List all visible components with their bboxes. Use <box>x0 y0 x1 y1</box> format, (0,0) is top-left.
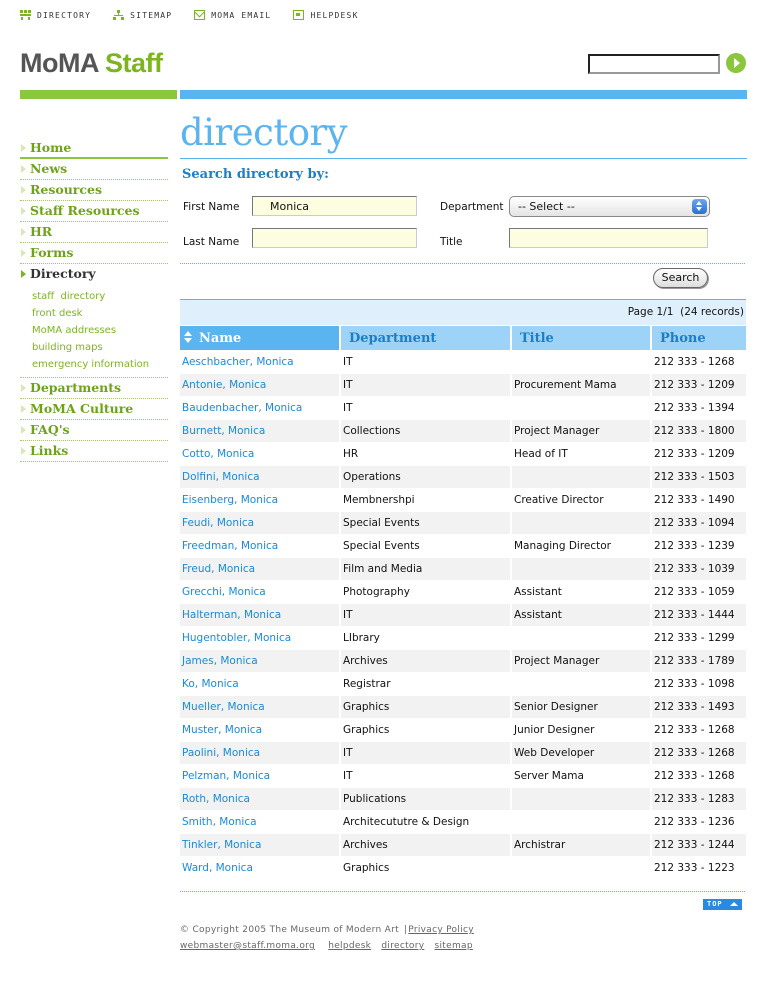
cell-department: Film and Media <box>341 558 510 580</box>
sidebar-item-staff-resources[interactable]: Staff Resources <box>20 201 168 222</box>
first-name-input[interactable] <box>252 196 417 216</box>
cell-title <box>512 673 650 695</box>
sidebar-item-faqs[interactable]: FAQ's <box>20 420 168 441</box>
page-info: Page 1/1 (24 records) <box>627 306 744 318</box>
sidebar-item-departments[interactable]: Departments <box>20 378 168 399</box>
cell-title <box>512 397 650 419</box>
cell-name[interactable]: Grecchi, Monica <box>182 586 266 598</box>
cell-department: Registrar <box>343 678 391 690</box>
cell-phone: 212 333 - 1493 <box>652 696 746 718</box>
cell-title: Creative Director <box>514 494 604 506</box>
table-row <box>180 535 746 557</box>
cell-name[interactable]: Hugentobler, Monica <box>182 632 292 644</box>
table-row <box>180 673 746 695</box>
cell-name[interactable]: Aeschbacher, Monica <box>182 356 294 368</box>
utility-helpdesk-label: HELPDESK <box>310 10 359 20</box>
cell-department: Special Events <box>343 540 420 552</box>
cell-phone: 212 333 - 1444 <box>652 604 746 626</box>
utility-nav <box>20 8 381 22</box>
utility-email-label: MOMA EMAIL <box>211 10 272 20</box>
cell-title <box>512 627 650 649</box>
header-search-go-button[interactable] <box>726 53 746 73</box>
cell-phone: 212 333 - 1299 <box>654 632 735 644</box>
table-row <box>180 466 746 488</box>
cell-name[interactable]: Eisenberg, Monica <box>182 494 278 506</box>
cell-name[interactable]: Baudenbacher, Monica <box>182 402 303 414</box>
cell-title: Web Developer <box>512 742 650 764</box>
cell-name[interactable]: Freud, Monica <box>180 558 339 580</box>
table-row <box>180 351 746 373</box>
submenu-staff-directory[interactable]: staff directory <box>32 291 106 302</box>
back-to-top-button[interactable]: TOP <box>703 899 742 910</box>
cell-name[interactable]: Muster, Monica <box>182 724 263 736</box>
cell-phone: 212 333 - 1490 <box>654 494 735 506</box>
logo-staff: Staff <box>105 48 163 78</box>
logo-moma: MoMA <box>20 48 98 78</box>
table-row <box>180 719 746 741</box>
utility-directory-link[interactable] <box>20 10 91 20</box>
table-row <box>180 857 746 879</box>
cell-department: Photography <box>343 586 410 598</box>
site-logo[interactable] <box>20 48 163 79</box>
cell-department: IT <box>341 742 510 764</box>
table-row <box>180 374 746 396</box>
cell-name[interactable]: James, Monica <box>180 650 339 672</box>
search-button[interactable]: Search <box>653 268 708 288</box>
table-row <box>180 604 746 626</box>
table-row <box>180 558 746 580</box>
cell-phone: 212 333 - 1800 <box>652 420 746 442</box>
table-bottom-divider <box>180 891 745 892</box>
cell-title: Project Manager <box>512 420 650 442</box>
directory-icon <box>20 10 31 20</box>
sidebar-item-resources[interactable]: Resources <box>20 180 168 201</box>
submenu-emergency-information[interactable]: emergency information <box>32 359 150 370</box>
cell-department: Architecututre & Design <box>343 816 470 828</box>
cell-phone: 212 333 - 1394 <box>654 402 735 414</box>
main-color-bar <box>180 90 747 99</box>
footer-directory-link[interactable]: directory <box>381 941 425 951</box>
sidebar-item-links[interactable]: Links <box>20 441 168 462</box>
cell-title <box>512 466 650 488</box>
cell-department: HR <box>343 448 359 460</box>
cell-department: Archives <box>341 650 510 672</box>
cell-department: IT <box>343 402 353 414</box>
directory-table <box>178 325 748 880</box>
cell-phone: 212 333 - 1503 <box>652 466 746 488</box>
cell-title: Head of IT <box>514 448 568 460</box>
sidebar-item-news[interactable]: News <box>20 159 168 180</box>
cell-department: Operations <box>341 466 510 488</box>
utility-sitemap-label: SITEMAP <box>130 10 173 20</box>
footer-sitemap-link[interactable]: sitemap <box>434 941 473 951</box>
cell-phone: 212 333 - 1239 <box>654 540 735 552</box>
cell-department: Archives <box>341 834 510 856</box>
cell-title: Server Mama <box>514 770 584 782</box>
cell-department: Graphics <box>343 862 390 874</box>
cell-phone: 212 333 - 1268 <box>654 770 735 782</box>
cell-department: Special Events <box>341 512 510 534</box>
cell-title <box>512 512 650 534</box>
cell-department: LIbrary <box>343 632 380 644</box>
cell-name[interactable]: Roth, Monica <box>180 788 339 810</box>
cell-phone: 212 333 - 1209 <box>652 374 746 396</box>
submenu-building-maps[interactable]: building maps <box>32 342 103 353</box>
search-divider <box>180 263 745 264</box>
cell-name[interactable]: Tinkler, Monica <box>180 834 339 856</box>
sidebar-item-moma-culture[interactable]: MoMA Culture <box>20 399 168 420</box>
table-row <box>180 788 746 810</box>
cell-name[interactable]: Mueller, Monica <box>180 696 339 718</box>
cell-name[interactable]: Freedman, Monica <box>182 540 279 552</box>
cell-department: IT <box>341 374 510 396</box>
table-row <box>180 489 746 511</box>
cell-title: Assistant <box>512 604 650 626</box>
title-label: Title <box>440 236 463 248</box>
table-row <box>180 420 746 442</box>
table-row <box>180 581 746 603</box>
cell-phone: 212 333 - 1098 <box>654 678 735 690</box>
search-heading: Search directory by: <box>182 167 329 182</box>
cell-name[interactable]: Paolini, Monica <box>180 742 339 764</box>
sitemap-icon <box>113 10 124 20</box>
cell-department: Publications <box>341 788 510 810</box>
sidebar-item-forms[interactable]: Forms <box>20 243 168 264</box>
cell-name[interactable]: Burnett, Monica <box>180 420 339 442</box>
column-header-department[interactable]: Department <box>341 326 510 350</box>
cell-department: Graphics <box>343 724 390 736</box>
cell-department: Graphics <box>341 696 510 718</box>
sidebar-nav <box>20 138 168 462</box>
directory-table-body <box>180 351 746 879</box>
column-header-name-label: Name <box>199 330 242 346</box>
cell-phone: 212 333 - 1244 <box>652 834 746 856</box>
cell-phone: 212 333 - 1283 <box>652 788 746 810</box>
table-row <box>180 397 746 419</box>
cell-phone: 212 333 - 1789 <box>652 650 746 672</box>
cell-title: Archistrar <box>512 834 650 856</box>
table-row <box>180 811 746 833</box>
cell-name[interactable]: Cotto, Monica <box>182 448 255 460</box>
cell-name[interactable]: Smith, Monica <box>182 816 257 828</box>
sidebar-color-bar <box>20 90 177 99</box>
cell-name[interactable]: Dolfini, Monica <box>180 466 339 488</box>
page-title: directory <box>180 111 348 154</box>
cell-name[interactable]: Feudi, Monica <box>180 512 339 534</box>
table-row <box>180 443 746 465</box>
cell-name[interactable]: Halterman, Monica <box>180 604 339 626</box>
privacy-policy-link[interactable]: Privacy Policy <box>408 925 474 935</box>
table-row <box>180 627 746 649</box>
copyright-text: © Copyright 2005 The Museum of Modern Art <box>180 925 399 935</box>
cell-title: Procurement Mama <box>512 374 650 396</box>
cell-name[interactable]: Pelzman, Monica <box>182 770 271 782</box>
cell-name[interactable]: Ko, Monica <box>182 678 239 690</box>
table-row <box>180 742 746 764</box>
table-row <box>180 650 746 672</box>
footer-webmaster-link[interactable]: webmaster@staff.moma.org <box>180 941 316 951</box>
table-header-row <box>180 326 746 350</box>
sidebar-item-home[interactable]: Home <box>20 138 168 159</box>
helpdesk-icon <box>293 10 304 20</box>
cell-title: Junior Designer <box>514 724 595 736</box>
department-label: Department <box>440 201 504 213</box>
cell-title: Project Manager <box>512 650 650 672</box>
utility-sitemap-link[interactable] <box>113 10 172 20</box>
cell-title <box>512 558 650 580</box>
footer-copyright-line: © Copyright 2005 The Museum of Modern Art |Privacy Policy <box>180 925 474 935</box>
title-divider <box>180 158 747 159</box>
cell-phone: 212 333 - 1094 <box>652 512 746 534</box>
cell-name[interactable]: Ward, Monica <box>182 862 253 874</box>
last-name-label: Last Name <box>183 236 240 248</box>
utility-helpdesk-link[interactable] <box>293 10 358 20</box>
cell-name[interactable]: Antonie, Monica <box>180 374 339 396</box>
cell-title <box>512 788 650 810</box>
submenu-front-desk[interactable]: front desk <box>32 308 83 319</box>
cell-title: Senior Designer <box>512 696 650 718</box>
table-row <box>180 696 746 718</box>
header-search-input[interactable] <box>588 54 720 74</box>
footer-links <box>180 941 473 951</box>
sort-icon <box>184 331 193 343</box>
table-row <box>180 765 746 787</box>
cell-department: IT <box>341 604 510 626</box>
footer-helpdesk-link[interactable]: helpdesk <box>328 941 372 951</box>
cell-department: IT <box>343 356 353 368</box>
cell-title <box>512 351 650 373</box>
cell-phone: 212 333 - 1039 <box>652 558 746 580</box>
cell-title: Managing Director <box>514 540 612 552</box>
utility-email-link[interactable] <box>194 10 271 20</box>
select-arrows-icon <box>692 199 707 214</box>
cell-department: Collections <box>341 420 510 442</box>
column-header-title[interactable]: Title <box>512 326 650 350</box>
cell-department: IT <box>343 770 353 782</box>
first-name-label: First Name <box>183 201 240 213</box>
cell-phone: 212 333 - 1268 <box>654 356 735 368</box>
directory-submenu <box>20 285 168 378</box>
cell-department: Membnershpi <box>343 494 415 506</box>
utility-directory-label: DIRECTORY <box>37 10 92 20</box>
table-row <box>180 834 746 856</box>
email-icon <box>194 10 205 20</box>
cell-title: Assistant <box>514 586 562 598</box>
last-name-input[interactable] <box>252 228 417 248</box>
cell-phone: 212 333 - 1223 <box>654 862 735 874</box>
department-selected-value: -- Select -- <box>518 200 575 213</box>
column-header-name[interactable] <box>180 326 339 350</box>
cell-title <box>512 857 650 879</box>
cell-phone: 212 333 - 1059 <box>654 586 735 598</box>
sidebar-item-hr[interactable]: HR <box>20 222 168 243</box>
cell-title <box>512 811 650 833</box>
sidebar-item-directory[interactable]: Directory <box>20 264 168 285</box>
cell-phone: 212 333 - 1268 <box>652 742 746 764</box>
department-select[interactable] <box>509 196 710 217</box>
cell-phone: 212 333 - 1209 <box>654 448 735 460</box>
column-header-phone[interactable]: Phone <box>652 326 746 350</box>
cell-phone: 212 333 - 1236 <box>654 816 735 828</box>
cell-phone: 212 333 - 1268 <box>654 724 735 736</box>
submenu-moma-addresses[interactable]: MoMA addresses <box>32 325 117 336</box>
title-input[interactable] <box>509 228 708 248</box>
table-row <box>180 512 746 534</box>
